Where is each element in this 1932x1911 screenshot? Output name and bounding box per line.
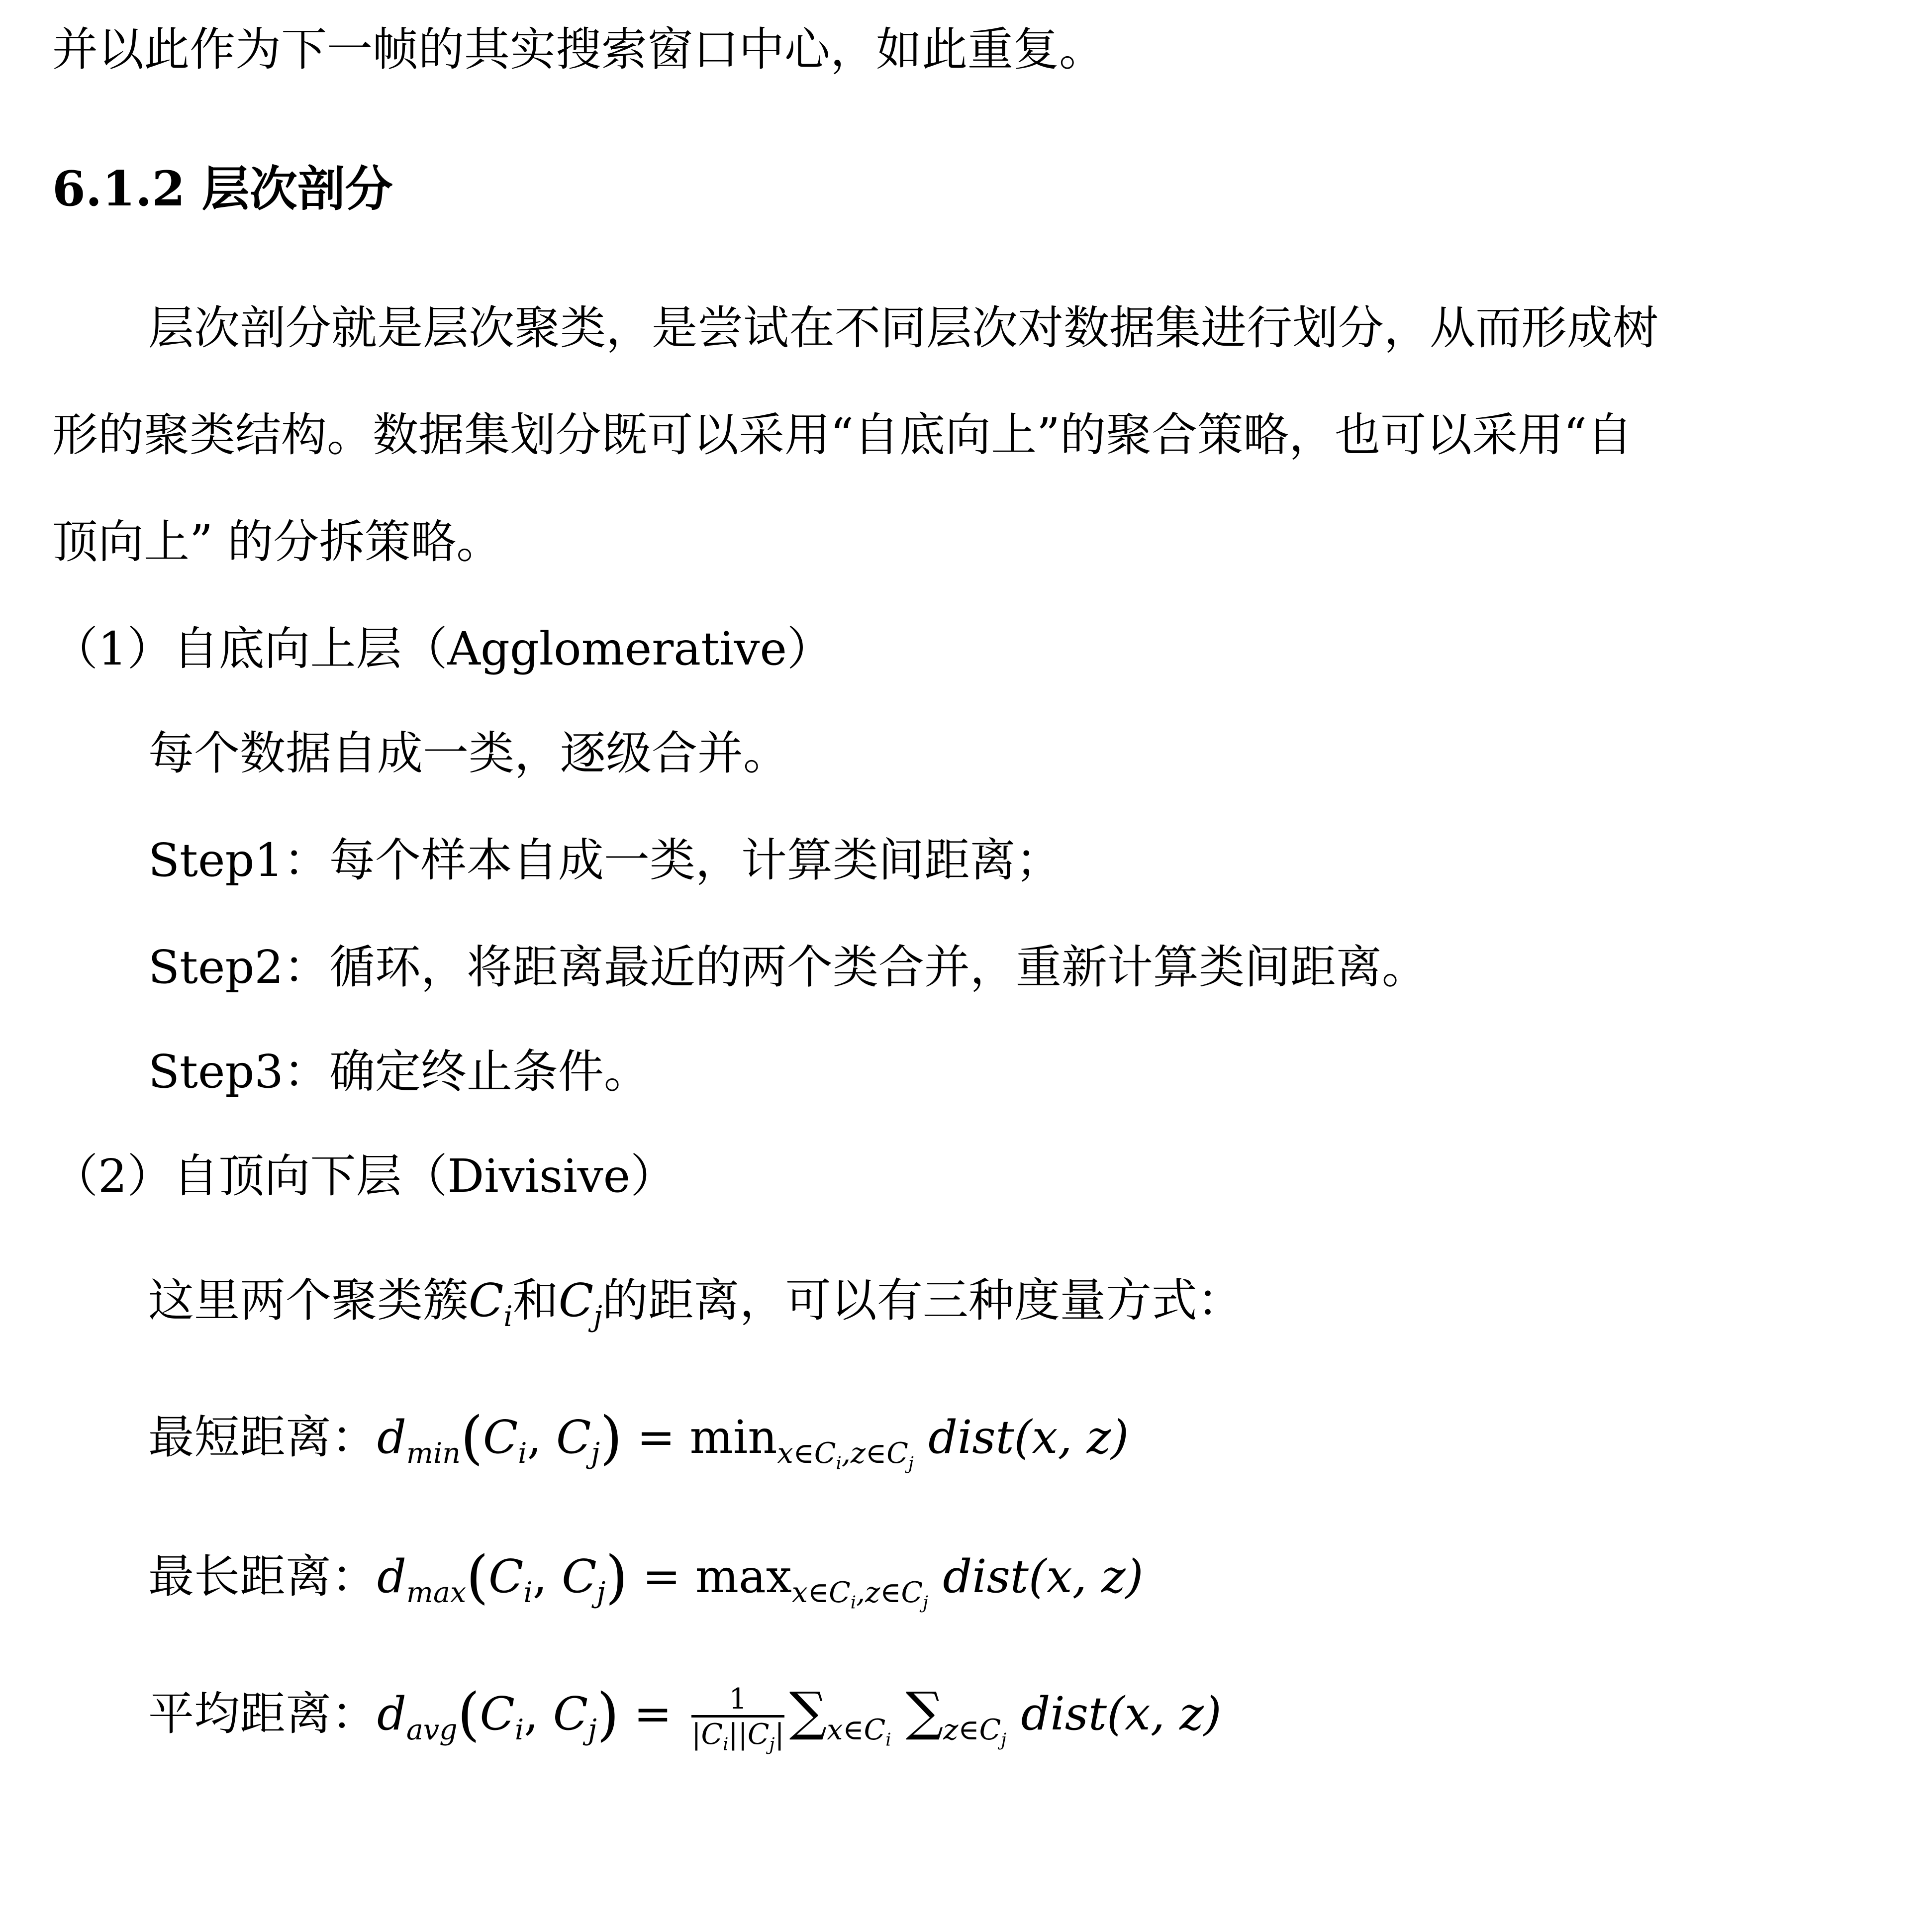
step-text: Step3：确定终止条件。 <box>148 1045 650 1098</box>
list-item-text: 每个数据自成一类，逐级合并。 <box>148 727 789 780</box>
formula-expression: $d_{max}(C_i$, $C_j) = \max_{x\in C_i,z\in C_j}$ dist(x, z) <box>377 1544 1144 1613</box>
paragraph-line: 形的聚类结构。数据集划分既可以采用“自底向上”的聚合策略，也可以采用“自 <box>52 408 1633 462</box>
list-item-heading: （2）自顶向下层（Divisive） <box>52 1149 676 1203</box>
formula-max <box>148 1544 1144 1613</box>
fraction: $\frac{1}{|C_i||C_j|}$ <box>691 1683 784 1755</box>
formula-label: 最短距离： <box>148 1411 378 1464</box>
math-symbol: $C_i$ <box>469 1274 513 1333</box>
formula-expression: $d_{min}(C_i$, $C_j) = \min_{x\in C_i,z\in C_j}$ dist(x, z) <box>377 1405 1129 1474</box>
paragraph-line: 层次剖分就是层次聚类，是尝试在不同层次对数据集进行划分，从而形成树 <box>148 301 1659 355</box>
math-symbol: $C_j$ <box>558 1274 602 1333</box>
list-item-heading: （1）自底向上层（Agglomerative） <box>52 622 833 675</box>
step-text: Step1：每个样本自成一类，计算类间距离； <box>148 834 1062 887</box>
formula-avg <box>148 1681 1222 1755</box>
paragraph-line: 并以此作为下一帧的其实搜索窗口中心，如此重复。 <box>52 23 1105 76</box>
section-heading: 6.1.2 层次剖分 <box>52 161 393 217</box>
intro-text: 和 <box>512 1274 559 1327</box>
formula-min <box>148 1405 1129 1474</box>
intro-line <box>148 1273 1243 1333</box>
paragraph-line: 顶向上” 的分拆策略。 <box>52 515 502 569</box>
formula-expression: $d_{avg}(C_i$, $C_j$) = $\frac{1}{|C_i||C_j|}$ $\sum_{x\in C_i}$ $\sum_{z\in C_j}$ dist(x, z) <box>377 1681 1222 1755</box>
intro-text: 这里两个聚类簇 <box>148 1274 469 1327</box>
intro-text: 的距离，可以有三种度量方式： <box>602 1274 1243 1327</box>
formula-label: 平均距离： <box>148 1687 378 1741</box>
step-text: Step2：循环，将距离最近的两个类合并，重新计算类间距离。 <box>148 941 1428 994</box>
formula-label: 最长距离： <box>148 1550 378 1603</box>
